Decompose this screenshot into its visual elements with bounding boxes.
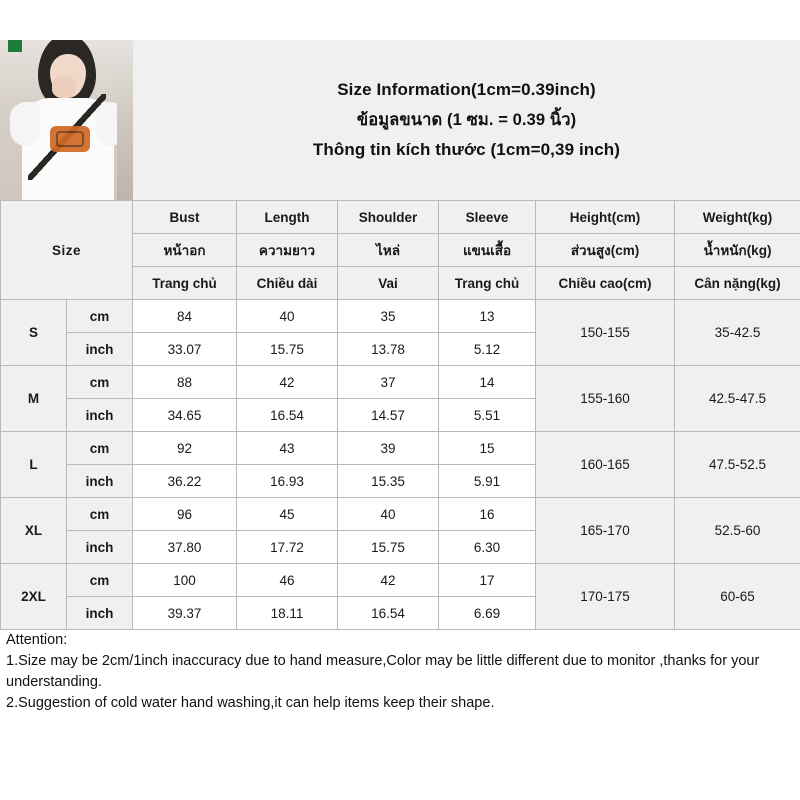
col-header-bust-en: Bust bbox=[133, 201, 237, 234]
col-header-shoulder-vi: Vai bbox=[338, 267, 439, 300]
note-heading: Attention: bbox=[6, 632, 68, 648]
cell-bust-cm: 100 bbox=[133, 564, 237, 597]
cell-length-inch: 18.11 bbox=[237, 597, 338, 630]
row-unit-cm: cm bbox=[67, 432, 133, 465]
cell-sleeve-inch: 5.51 bbox=[439, 399, 536, 432]
cell-bust-cm: 96 bbox=[133, 498, 237, 531]
cell-sleeve-cm: 14 bbox=[439, 366, 536, 399]
photo-green-tag bbox=[8, 40, 22, 52]
cell-length-inch: 15.75 bbox=[237, 333, 338, 366]
row-unit-inch: inch bbox=[67, 531, 133, 564]
row-unit-cm: cm bbox=[67, 564, 133, 597]
col-header-sleeve-th: แขนเสื้อ bbox=[439, 234, 536, 267]
cell-sleeve-inch: 6.30 bbox=[439, 531, 536, 564]
product-photo bbox=[0, 40, 133, 200]
col-header-weight-en: Weight(kg) bbox=[675, 201, 800, 234]
row-size-label-m: M bbox=[1, 366, 67, 432]
row-unit-inch: inch bbox=[67, 399, 133, 432]
col-header-bust-vi: Trang chủ bbox=[133, 267, 237, 300]
cell-sleeve-cm: 17 bbox=[439, 564, 536, 597]
cell-weight-s: 35-42.5 bbox=[675, 300, 800, 366]
cell-sleeve-cm: 13 bbox=[439, 300, 536, 333]
row-size-label-l: L bbox=[1, 432, 67, 498]
cell-shoulder-inch: 15.75 bbox=[338, 531, 439, 564]
cell-shoulder-cm: 42 bbox=[338, 564, 439, 597]
col-header-sleeve-vi: Trang chủ bbox=[439, 267, 536, 300]
cell-bust-inch: 34.65 bbox=[133, 399, 237, 432]
cell-shoulder-inch: 15.35 bbox=[338, 465, 439, 498]
cell-shoulder-cm: 40 bbox=[338, 498, 439, 531]
cell-height-2xl: 170-175 bbox=[536, 564, 675, 630]
col-header-length-en: Length bbox=[237, 201, 338, 234]
row-unit-cm: cm bbox=[67, 300, 133, 333]
cell-shoulder-inch: 13.78 bbox=[338, 333, 439, 366]
cell-shoulder-cm: 37 bbox=[338, 366, 439, 399]
size-table bbox=[0, 200, 800, 630]
row-size-label-s: S bbox=[1, 300, 67, 366]
cell-weight-m: 42.5-47.5 bbox=[675, 366, 800, 432]
cell-weight-2xl: 60-65 bbox=[675, 564, 800, 630]
note-line-2: 2.Suggestion of cold water hand washing,it can help items keep their shape. bbox=[6, 695, 495, 711]
attention-note bbox=[0, 624, 800, 714]
row-unit-cm: cm bbox=[67, 498, 133, 531]
cell-bust-cm: 92 bbox=[133, 432, 237, 465]
cell-height-xl: 165-170 bbox=[536, 498, 675, 564]
table-row bbox=[1, 498, 800, 531]
note-line-1: 1.Size may be 2cm/1inch inaccuracy due to hand measure,Color may be little different due to monitor ,thanks for your understanding. bbox=[6, 653, 760, 690]
col-header-length-vi: Chiều dài bbox=[237, 267, 338, 300]
cell-bust-cm: 88 bbox=[133, 366, 237, 399]
cell-weight-xl: 52.5-60 bbox=[675, 498, 800, 564]
cell-sleeve-inch: 5.12 bbox=[439, 333, 536, 366]
table-header-row-en bbox=[1, 201, 800, 234]
cell-length-cm: 42 bbox=[237, 366, 338, 399]
row-unit-inch: inch bbox=[67, 597, 133, 630]
cell-length-cm: 45 bbox=[237, 498, 338, 531]
cell-height-l: 160-165 bbox=[536, 432, 675, 498]
col-header-sleeve-en: Sleeve bbox=[439, 201, 536, 234]
cell-height-m: 155-160 bbox=[536, 366, 675, 432]
col-header-weight-th: น้ำหนัก(kg) bbox=[675, 234, 800, 267]
cell-shoulder-inch: 14.57 bbox=[338, 399, 439, 432]
cell-weight-l: 47.5-52.5 bbox=[675, 432, 800, 498]
cell-bust-cm: 84 bbox=[133, 300, 237, 333]
col-header-shoulder-th: ไหล่ bbox=[338, 234, 439, 267]
size-word-cell: Size bbox=[1, 201, 133, 300]
header-titles bbox=[133, 40, 800, 200]
cell-length-cm: 40 bbox=[237, 300, 338, 333]
title-vietnamese: Thông tin kích thước (1cm=0,39 inch) bbox=[312, 140, 621, 159]
table-row bbox=[1, 300, 800, 333]
cell-sleeve-cm: 16 bbox=[439, 498, 536, 531]
title-english: Size Information(1cm=0.39inch) bbox=[337, 80, 596, 99]
col-header-height-th: ส่วนสูง(cm) bbox=[536, 234, 675, 267]
title-thai: ข้อมูลขนาด (1 ซม. = 0.39 นิ้ว) bbox=[356, 111, 577, 129]
cell-length-inch: 17.72 bbox=[237, 531, 338, 564]
row-size-label-2xl: 2XL bbox=[1, 564, 67, 630]
table-row bbox=[1, 564, 800, 597]
cell-length-inch: 16.54 bbox=[237, 399, 338, 432]
row-unit-inch: inch bbox=[67, 465, 133, 498]
row-size-label-xl: XL bbox=[1, 498, 67, 564]
col-header-height-vi: Chiều cao(cm) bbox=[536, 267, 675, 300]
cell-shoulder-cm: 39 bbox=[338, 432, 439, 465]
cell-bust-inch: 39.37 bbox=[133, 597, 237, 630]
cell-sleeve-cm: 15 bbox=[439, 432, 536, 465]
col-header-height-en: Height(cm) bbox=[536, 201, 675, 234]
photo-hand bbox=[52, 76, 76, 98]
photo-edge-gradient bbox=[117, 40, 133, 200]
cell-length-inch: 16.93 bbox=[237, 465, 338, 498]
cell-shoulder-inch: 16.54 bbox=[338, 597, 439, 630]
cell-length-cm: 46 bbox=[237, 564, 338, 597]
col-header-bust-th: หน้าอก bbox=[133, 234, 237, 267]
col-header-weight-vi: Cân nặng(kg) bbox=[675, 267, 800, 300]
cell-shoulder-cm: 35 bbox=[338, 300, 439, 333]
cell-sleeve-inch: 6.69 bbox=[439, 597, 536, 630]
cell-bust-inch: 33.07 bbox=[133, 333, 237, 366]
row-unit-inch: inch bbox=[67, 333, 133, 366]
cell-bust-inch: 36.22 bbox=[133, 465, 237, 498]
photo-shirt-print bbox=[50, 126, 90, 152]
table-row bbox=[1, 432, 800, 465]
col-header-length-th: ความยาว bbox=[237, 234, 338, 267]
cell-bust-inch: 37.80 bbox=[133, 531, 237, 564]
cell-length-cm: 43 bbox=[237, 432, 338, 465]
cell-sleeve-inch: 5.91 bbox=[439, 465, 536, 498]
row-unit-cm: cm bbox=[67, 366, 133, 399]
col-header-shoulder-en: Shoulder bbox=[338, 201, 439, 234]
table-row bbox=[1, 366, 800, 399]
cell-height-s: 150-155 bbox=[536, 300, 675, 366]
header-band bbox=[0, 40, 800, 200]
